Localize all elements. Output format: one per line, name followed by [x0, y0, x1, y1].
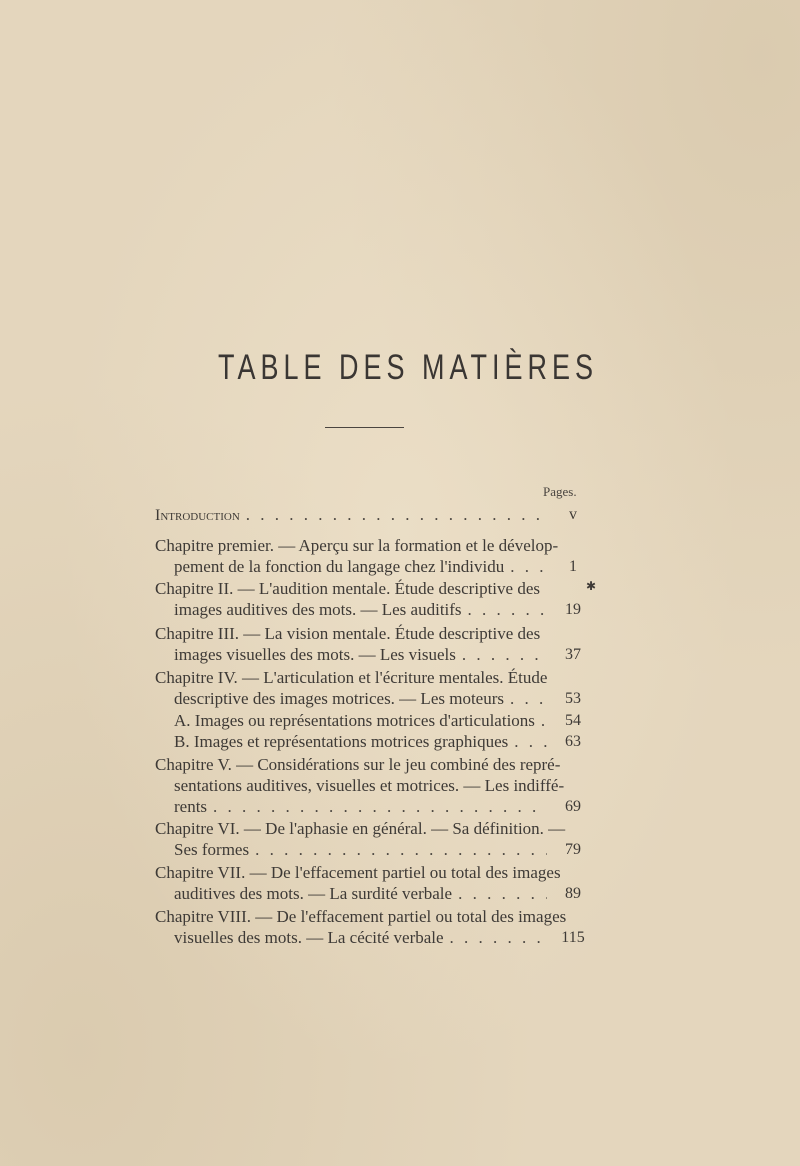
- entry-title-cont: images visuelles des mots. — Les visuels: [174, 645, 456, 664]
- leader-dots: [249, 839, 547, 861]
- entry-title: Chapitre premier. — Aperçu sur la formation et le dévelop-: [155, 536, 559, 555]
- page-number: 115: [561, 929, 585, 946]
- entry-title: Introduction: [155, 507, 240, 524]
- leader-dots: [462, 599, 547, 621]
- page-number: 53: [565, 690, 581, 707]
- page-number: 63: [565, 733, 581, 750]
- leader-dots: [508, 731, 547, 753]
- page-number: 19: [565, 601, 581, 618]
- ink-mark: ✱: [586, 579, 597, 593]
- leader-dots: [504, 688, 547, 710]
- page-number: 37: [565, 646, 581, 663]
- entry-title-cont: descriptive des images motrices. — Les moteurs: [174, 689, 504, 708]
- leader-dots: [456, 644, 547, 666]
- page-number: 54: [565, 712, 581, 729]
- entry-title: Chapitre II. — L'audition mentale. Étude descriptive des: [155, 579, 540, 598]
- entry-title-cont: rents: [174, 797, 208, 816]
- entry-title-cont: images auditives des mots. — Les auditifs: [174, 600, 462, 619]
- page-number: 69: [565, 798, 581, 815]
- entry-title: Chapitre III. — La vision mentale. Étude descriptive des: [155, 624, 541, 643]
- page-title: TABLE DES MATIÈRES: [218, 348, 599, 387]
- entry-title: Chapitre IV. — L'articulation et l'écriture mentales. Étude: [155, 668, 548, 687]
- page-number: 1: [569, 558, 577, 575]
- entry-title: B. Images et représentations motrices graphiques: [174, 732, 509, 751]
- entry-title-cont: auditives des mots. — La surdité verbale: [174, 884, 453, 903]
- leader-dots: [504, 556, 547, 578]
- entry-title: Chapitre V. — Considérations sur le jeu combiné des repré-: [155, 755, 561, 774]
- entry-title-cont: visuelles des mots. — La cécité verbale: [174, 928, 444, 947]
- leader-dots: [207, 796, 547, 818]
- entry-title: A. Images ou représentations motrices d'articulations: [174, 711, 535, 730]
- pages-column-label: Pages.: [543, 484, 577, 499]
- entry-title: Chapitre VIII. — De l'effacement partiel ou total des images: [155, 907, 567, 926]
- leader-dots: [240, 504, 547, 526]
- entry-title-cont: sentations auditives, visuelles et motrices. — Les indiffé-: [174, 776, 565, 795]
- entry-title: Chapitre VI. — De l'aphasie en général. — Sa définition. —: [155, 819, 566, 838]
- page-number: 89: [565, 885, 581, 902]
- leader-dots: [535, 710, 547, 732]
- entry-title: Chapitre VII. — De l'effacement partiel ou total des images: [155, 863, 561, 882]
- page-number: v: [569, 506, 577, 523]
- entry-title-cont: Ses formes: [174, 840, 250, 859]
- title-divider: [325, 427, 404, 428]
- page-number: 79: [565, 841, 581, 858]
- entry-title-cont: pement de la fonction du langage chez l'individu: [174, 557, 505, 576]
- leader-dots: [452, 883, 547, 905]
- leader-dots: [444, 927, 547, 949]
